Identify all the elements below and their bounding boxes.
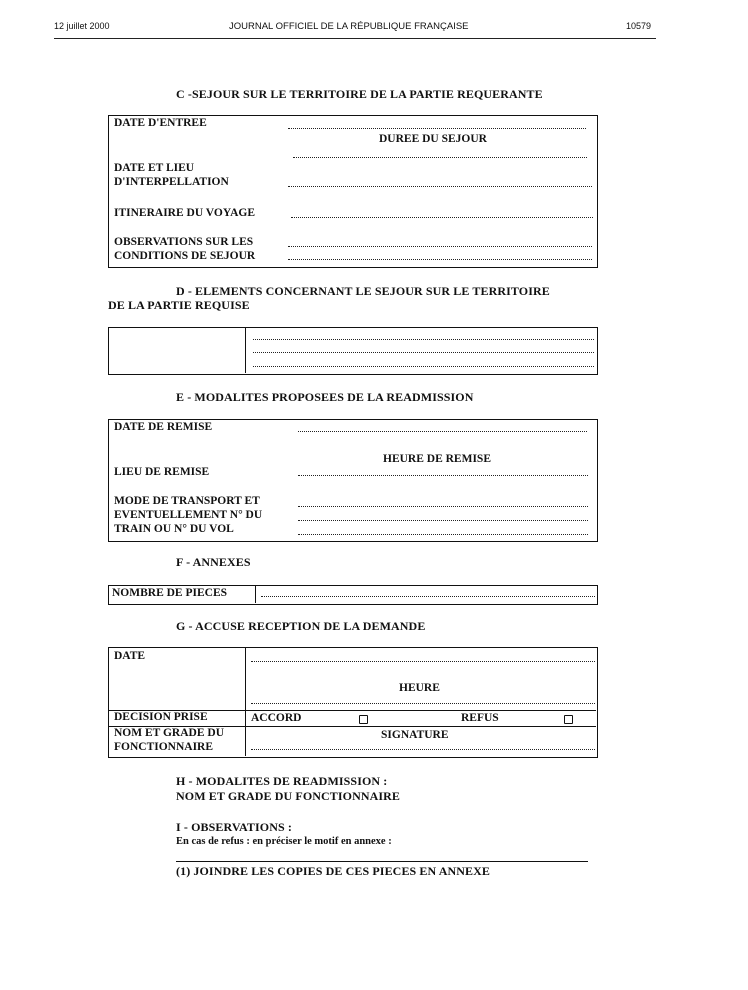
observations-label-1: OBSERVATIONS SUR LES — [114, 236, 254, 248]
nombre-pieces-label: NOMBRE DE PIECES — [112, 587, 228, 599]
section-f-table — [108, 585, 598, 605]
date-lieu-label-2: D'INTERPELLATION — [114, 176, 229, 188]
section-f-title: F - ANNEXES — [176, 555, 251, 569]
signature-field[interactable] — [251, 749, 595, 750]
g-heure-label: HEURE — [399, 682, 440, 694]
observations-note: En cas de refus : en préciser le motif en annexe : — [176, 836, 392, 847]
lieu-remise-field[interactable] — [298, 475, 588, 476]
section-d-table — [108, 327, 598, 375]
section-e-table — [108, 419, 598, 542]
date-lieu-label-1: DATE ET LIEU — [114, 162, 195, 174]
mode-transport-field-1[interactable] — [298, 506, 588, 507]
duree-sejour-label: DUREE DU SEJOUR — [379, 133, 487, 145]
heure-remise-label: HEURE DE REMISE — [383, 453, 491, 465]
page-number: 10579 — [626, 21, 652, 31]
section-g-table — [108, 647, 598, 758]
section-c-table — [108, 115, 598, 268]
mode-transport-label-2: EVENTUELLEMENT N° DU — [114, 509, 263, 521]
itineraire-field[interactable] — [291, 217, 593, 218]
footnote-rule — [176, 861, 588, 862]
journal-title: JOURNAL OFFICIEL DE LA RÉPUBLIQUE FRANÇAISE — [229, 21, 469, 32]
section-g-title: G - ACCUSE RECEPTION DE LA DEMANDE — [176, 619, 426, 633]
header-date: 12 juillet 2000 — [54, 21, 110, 31]
refus-label: REFUS — [461, 712, 499, 724]
observations-label-2: CONDITIONS DE SEJOUR — [114, 250, 256, 262]
mode-transport-field-2[interactable] — [298, 520, 588, 521]
signature-label: SIGNATURE — [381, 729, 449, 741]
date-remise-field[interactable] — [298, 431, 587, 432]
date-entree-field[interactable] — [288, 128, 586, 129]
section-h-title-1: H - MODALITES DE READMISSION : — [176, 774, 388, 788]
observations-field-1[interactable] — [288, 246, 592, 247]
section-d-title-2: DE LA PARTIE REQUISE — [108, 298, 250, 312]
date-lieu-field[interactable] — [288, 186, 592, 187]
footnote: (1) JOINDRE LES COPIES DE CES PIECES EN ANNEXE — [176, 864, 490, 878]
date-entree-label: DATE D'ENTREE — [114, 117, 207, 129]
lieu-remise-label: LIEU DE REMISE — [114, 466, 210, 478]
date-remise-label: DATE DE REMISE — [114, 421, 213, 433]
section-d-field-3[interactable] — [253, 366, 594, 367]
section-h-title-2: NOM ET GRADE DU FONCTIONNAIRE — [176, 789, 401, 803]
g-date-label: DATE — [114, 650, 146, 662]
accord-checkbox[interactable] — [359, 715, 368, 724]
section-d-field-2[interactable] — [253, 352, 594, 353]
accord-label: ACCORD — [251, 712, 302, 724]
nombre-pieces-field[interactable] — [261, 596, 595, 597]
itineraire-label: ITINERAIRE DU VOYAGE — [114, 207, 255, 219]
nom-grade-label-2: FONCTIONNAIRE — [114, 741, 214, 753]
header-rule — [54, 38, 656, 39]
section-e-title: E - MODALITES PROPOSEES DE LA READMISSION — [176, 390, 474, 404]
section-d-field-1[interactable] — [253, 339, 594, 340]
refus-checkbox[interactable] — [564, 715, 573, 724]
section-i-title: I - OBSERVATIONS : — [176, 820, 292, 834]
g-date-field[interactable] — [251, 661, 595, 662]
g-heure-field[interactable] — [251, 703, 595, 704]
decision-label: DECISION PRISE — [114, 711, 208, 723]
nom-grade-label-1: NOM ET GRADE DU — [114, 727, 225, 739]
observations-field-2[interactable] — [288, 259, 592, 260]
section-d-title-1: D - ELEMENTS CONCERNANT LE SEJOUR SUR LE TERRITOIRE — [176, 284, 550, 298]
duree-sejour-field[interactable] — [293, 157, 587, 158]
mode-transport-field-3[interactable] — [298, 534, 588, 535]
mode-transport-label-3: TRAIN OU N° DU VOL — [114, 523, 234, 535]
mode-transport-label-1: MODE DE TRANSPORT ET — [114, 495, 260, 507]
section-c-title: C -SEJOUR SUR LE TERRITOIRE DE LA PARTIE REQUERANTE — [176, 87, 543, 101]
